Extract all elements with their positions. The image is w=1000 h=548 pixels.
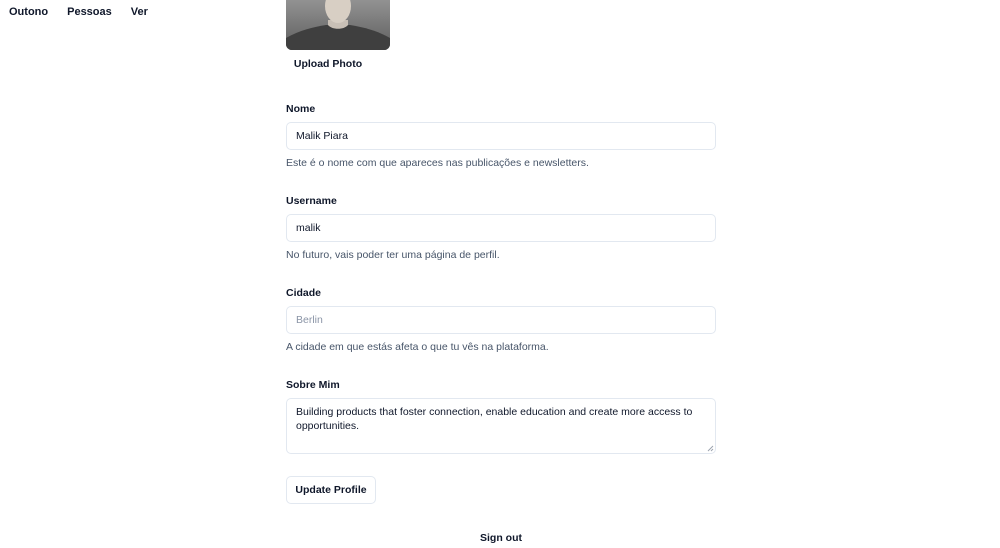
nav-item-ver[interactable]: Ver xyxy=(130,6,148,18)
top-nav xyxy=(9,6,148,18)
name-label: Nome xyxy=(286,103,316,115)
update-profile-button[interactable]: Update Profile xyxy=(286,476,376,504)
avatar-photo xyxy=(286,0,390,50)
nav-item-pessoas[interactable]: Pessoas xyxy=(67,6,112,18)
city-hint: A cidade em que estás afeta o que tu vês na plataforma. xyxy=(286,341,549,353)
upload-photo-button[interactable]: Upload Photo xyxy=(293,58,363,70)
about-text: Building products that foster connection, enable education and create more access to opportunities. xyxy=(296,406,693,432)
name-field[interactable]: Malik Piara xyxy=(286,122,716,150)
nav-item-outono[interactable]: Outono xyxy=(9,6,49,18)
sign-out-button[interactable]: Sign out xyxy=(480,532,522,544)
username-label: Username xyxy=(286,195,337,207)
about-textarea[interactable] xyxy=(286,398,716,454)
resize-handle-icon[interactable] xyxy=(706,444,714,452)
avatar xyxy=(286,0,390,50)
about-label: Sobre Mim xyxy=(286,379,340,391)
city-label: Cidade xyxy=(286,287,322,299)
username-hint: No futuro, vais poder ter uma página de perfil. xyxy=(286,249,500,261)
name-hint: Este é o nome com que apareces nas publicações e newsletters. xyxy=(286,157,589,169)
username-field[interactable]: malik xyxy=(286,214,716,242)
city-field[interactable]: Berlin xyxy=(286,306,716,334)
